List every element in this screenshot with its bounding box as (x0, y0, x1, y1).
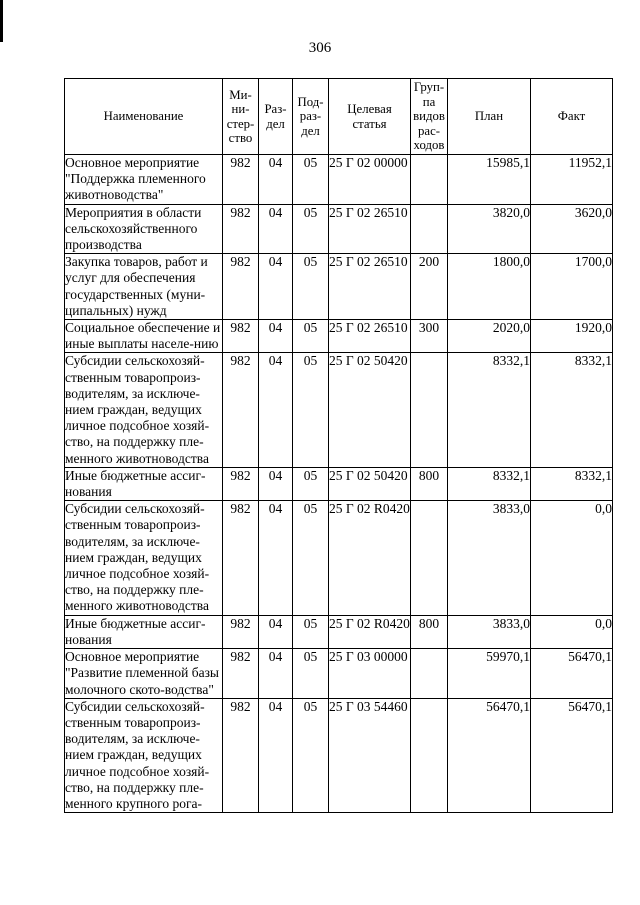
cell-ministry: 982 (223, 204, 259, 254)
cell-fact: 0,0 (531, 615, 613, 648)
cell-target-article: 25 Г 03 54460 (329, 698, 411, 812)
cell-ministry: 982 (223, 649, 259, 699)
cell-expense-group: 300 (411, 320, 448, 353)
cell-expense-group: 800 (411, 615, 448, 648)
cell-name: Иные бюджетные ассиг-нования (65, 467, 223, 500)
cell-target-article: 25 Г 03 00000 (329, 649, 411, 699)
cell-ministry: 982 (223, 254, 259, 320)
cell-name: Основное мероприятие "Развитие племенной базы молочного ското-водства" (65, 649, 223, 699)
cell-expense-group (411, 353, 448, 467)
cell-section: 04 (259, 204, 293, 254)
table-header-row (65, 79, 613, 155)
header-target-article: Целевая статья (329, 79, 411, 155)
cell-section: 04 (259, 649, 293, 699)
cell-ministry: 982 (223, 353, 259, 467)
header-section: Раз- дел (259, 79, 293, 155)
table-row (65, 254, 613, 320)
cell-subsection: 05 (293, 501, 329, 615)
cell-ministry: 982 (223, 467, 259, 500)
cell-section: 04 (259, 501, 293, 615)
cell-subsection: 05 (293, 615, 329, 648)
cell-ministry: 982 (223, 501, 259, 615)
cell-subsection: 05 (293, 204, 329, 254)
cell-target-article: 25 Г 02 26510 (329, 204, 411, 254)
cell-target-article: 25 Г 02 50420 (329, 353, 411, 467)
table-row (65, 649, 613, 699)
cell-target-article: 25 Г 02 26510 (329, 320, 411, 353)
header-fact: Факт (531, 79, 613, 155)
cell-name: Социальное обеспечение и иные выплаты населе-нию (65, 320, 223, 353)
cell-fact: 1700,0 (531, 254, 613, 320)
cell-expense-group (411, 155, 448, 205)
cell-plan: 59970,1 (448, 649, 531, 699)
table-row (65, 155, 613, 205)
header-expense-group: Груп- па видов рас- ходов (411, 79, 448, 155)
cell-expense-group: 800 (411, 467, 448, 500)
cell-name: Иные бюджетные ассиг-нования (65, 615, 223, 648)
cell-plan: 56470,1 (448, 698, 531, 812)
cell-plan: 3833,0 (448, 501, 531, 615)
table-body (65, 155, 613, 813)
cell-fact: 3620,0 (531, 204, 613, 254)
cell-plan: 8332,1 (448, 353, 531, 467)
cell-section: 04 (259, 615, 293, 648)
header-subsection: Под- раз- дел (293, 79, 329, 155)
cell-target-article: 25 Г 02 00000 (329, 155, 411, 205)
table-row (65, 204, 613, 254)
cell-subsection: 05 (293, 698, 329, 812)
cell-ministry: 982 (223, 615, 259, 648)
cell-target-article: 25 Г 02 R0420 (329, 615, 411, 648)
table-row (65, 353, 613, 467)
cell-name: Закупка товаров, работ и услуг для обеспечения государственных (муни-ципальных) нужд (65, 254, 223, 320)
cell-section: 04 (259, 320, 293, 353)
cell-subsection: 05 (293, 353, 329, 467)
cell-subsection: 05 (293, 467, 329, 500)
cell-subsection: 05 (293, 155, 329, 205)
cell-expense-group (411, 698, 448, 812)
cell-expense-group (411, 204, 448, 254)
cell-name: Субсидии сельскохозяй-ственным товаропроиз-водителям, за исключе-нием граждан, ведущих личное подсобное хозяй-ство, на поддержку пле-менного животноводства (65, 353, 223, 467)
header-plan: План (448, 79, 531, 155)
cell-ministry: 982 (223, 320, 259, 353)
cell-plan: 1800,0 (448, 254, 531, 320)
cell-fact: 56470,1 (531, 649, 613, 699)
table-row (65, 467, 613, 500)
cell-name: Мероприятия в области сельскохозяйственного производства (65, 204, 223, 254)
page-number: 306 (308, 40, 332, 56)
cell-section: 04 (259, 353, 293, 467)
cell-plan: 3820,0 (448, 204, 531, 254)
budget-table (64, 78, 613, 813)
table-row (65, 320, 613, 353)
cell-section: 04 (259, 467, 293, 500)
cell-fact: 0,0 (531, 501, 613, 615)
cell-subsection: 05 (293, 254, 329, 320)
cell-target-article: 25 Г 02 26510 (329, 254, 411, 320)
cell-section: 04 (259, 698, 293, 812)
cell-name: Субсидии сельскохозяй-ственным товаропроиз-водителям, за исключе-нием граждан, ведущих личное подсобное хозяй-ство, на поддержку пле-менного крупного рога- (65, 698, 223, 812)
cell-section: 04 (259, 254, 293, 320)
table-row (65, 615, 613, 648)
cell-expense-group (411, 501, 448, 615)
cell-fact: 8332,1 (531, 353, 613, 467)
cell-fact: 56470,1 (531, 698, 613, 812)
cell-expense-group: 200 (411, 254, 448, 320)
cell-plan: 15985,1 (448, 155, 531, 205)
cell-target-article: 25 Г 02 R0420 (329, 501, 411, 615)
cell-name: Основное мероприятие "Поддержка племенного животноводства" (65, 155, 223, 205)
cell-ministry: 982 (223, 155, 259, 205)
scan-edge-mark (0, 0, 3, 42)
cell-plan: 3833,0 (448, 615, 531, 648)
cell-name: Субсидии сельскохозяй-ственным товаропроиз-водителям, за исключе-нием граждан, ведущих личное подсобное хозяй-ство, на поддержку пле-менного животноводства (65, 501, 223, 615)
cell-subsection: 05 (293, 320, 329, 353)
cell-expense-group (411, 649, 448, 699)
cell-plan: 8332,1 (448, 467, 531, 500)
header-name: Наименование (65, 79, 223, 155)
table-row (65, 698, 613, 812)
cell-section: 04 (259, 155, 293, 205)
cell-plan: 2020,0 (448, 320, 531, 353)
cell-fact: 8332,1 (531, 467, 613, 500)
table-row (65, 501, 613, 615)
header-ministry: Ми- ни- стер- ство (223, 79, 259, 155)
cell-subsection: 05 (293, 649, 329, 699)
cell-fact: 11952,1 (531, 155, 613, 205)
cell-fact: 1920,0 (531, 320, 613, 353)
cell-target-article: 25 Г 02 50420 (329, 467, 411, 500)
cell-ministry: 982 (223, 698, 259, 812)
